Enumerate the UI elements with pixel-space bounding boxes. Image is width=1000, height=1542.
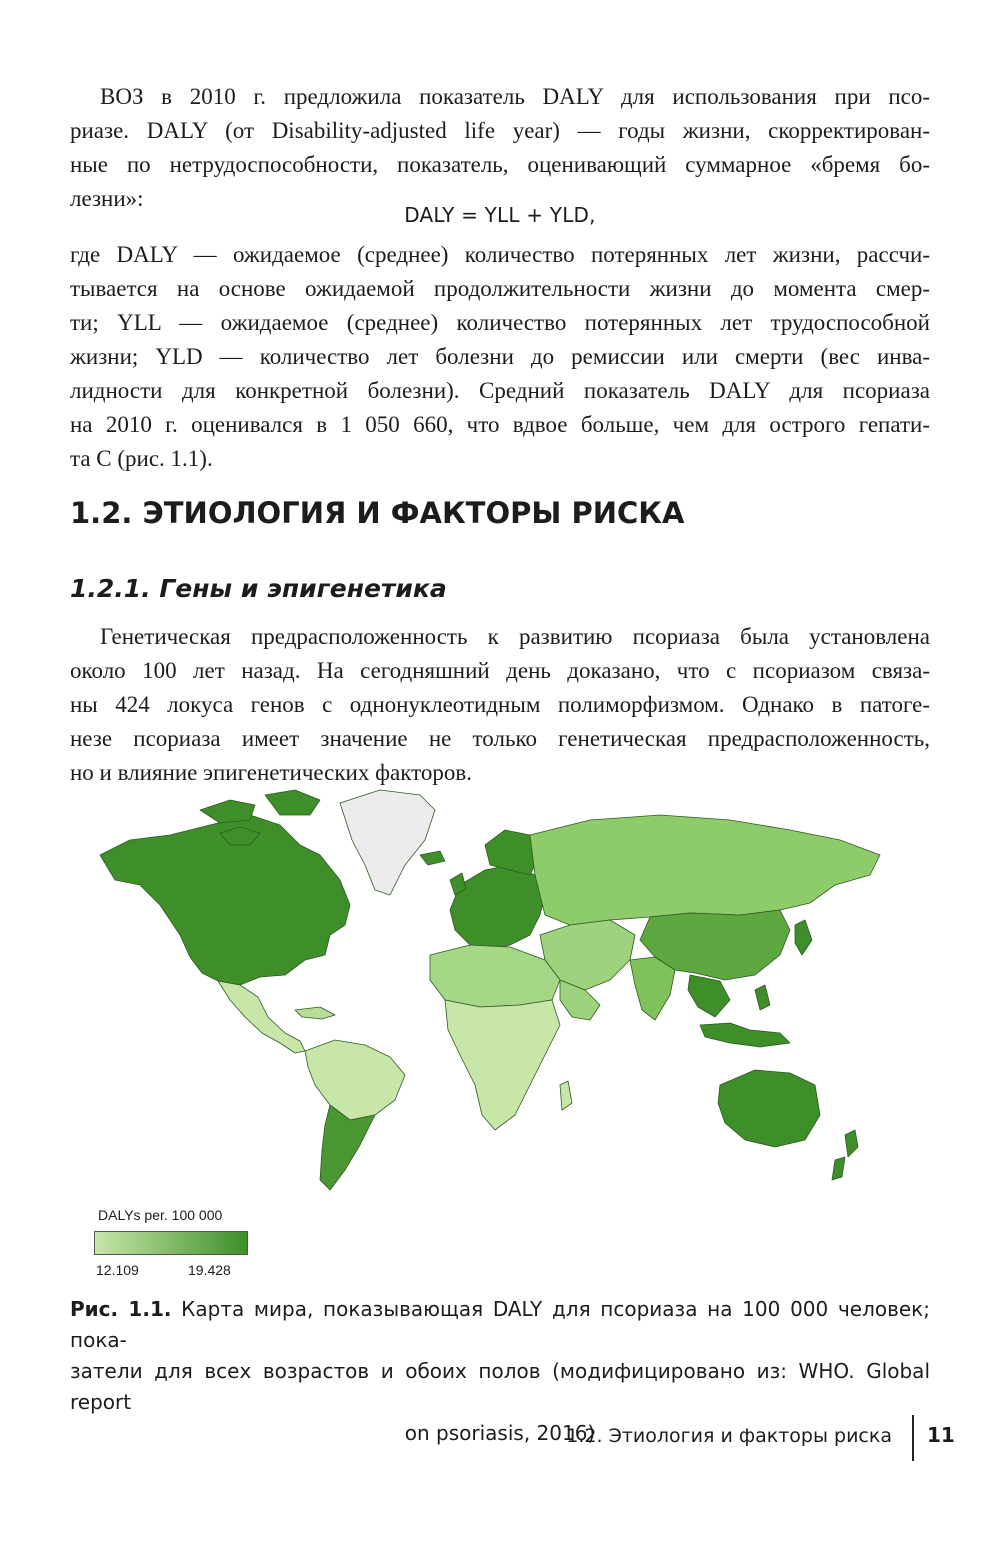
region-philippines — [755, 985, 770, 1010]
footer-divider — [912, 1415, 914, 1461]
region-madagascar — [560, 1081, 572, 1110]
region-russia — [530, 815, 880, 925]
intro-line: ные по нетрудоспособности, показатель, оценивающий суммарное «бремя бо- — [70, 152, 930, 177]
region-north-africa — [430, 945, 560, 1007]
region-southeast-asia — [688, 975, 730, 1017]
region-japan — [795, 920, 812, 955]
genetics-line: но и влияние эпигенетических факторов. — [70, 760, 472, 785]
legend-min-value: 12.109 — [96, 1262, 139, 1278]
page-number: 11 — [927, 1423, 955, 1447]
region-caribbean — [295, 1007, 335, 1019]
caption-text: Карта мира, показывающая DALY для псориаза на 100 000 человек; пока- — [70, 1297, 930, 1352]
genetics-line: около 100 лет назад. На сегодняшний день доказано, что с псориазом связа- — [70, 658, 930, 683]
intro-line: риазе. DALY (от Disability-adjusted life year) — годы жизни, скорректирован- — [70, 118, 930, 143]
intro-paragraph — [70, 80, 930, 216]
legend-title: DALYs per. 100 000 — [98, 1207, 223, 1223]
region-greenland — [340, 790, 435, 895]
section-title: 1.2. ЭТИОЛОГИЯ И ФАКТОРЫ РИСКА — [70, 496, 685, 530]
legend-color-scale — [94, 1231, 248, 1255]
region-arctic-islands — [200, 800, 255, 823]
region-south-america-south — [320, 1105, 375, 1190]
genetics-paragraph — [70, 620, 930, 790]
region-australia — [718, 1070, 820, 1147]
region-europe — [450, 865, 545, 950]
genetics-line: ны 424 локуса генов с однонуклеотидным полиморфизмом. Однако в патоге- — [70, 692, 930, 717]
intro-line: лезни»: — [70, 186, 144, 211]
genetics-line: незе псориаза имеет значение не только генетическая предрасположенность, — [70, 726, 930, 751]
world-map — [90, 785, 910, 1200]
definition-line: на 2010 г. оценивался в 1 050 660, что вдвое больше, чем для острого гепати- — [70, 412, 930, 437]
region-central-america — [218, 981, 305, 1053]
region-new-zealand — [845, 1130, 858, 1157]
definition-line: где DALY — ожидаемое (среднее) количество потерянных лет жизни, рассчи- — [70, 242, 930, 267]
legend-max-value: 19.428 — [188, 1262, 231, 1278]
region-new-zealand — [832, 1157, 845, 1180]
subsection-title: 1.2.1. Гены и эпигенетика — [70, 574, 447, 603]
region-south-america-north — [305, 1040, 405, 1120]
region-sub-saharan-africa — [445, 1000, 560, 1130]
caption-line: on psoriasis, 2016) — [404, 1421, 596, 1445]
genetics-line: Генетическая предрасположенность к развитию псориаза была установлена — [100, 624, 930, 649]
region-iceland — [420, 851, 445, 865]
intro-line: ВОЗ в 2010 г. предложила показатель DALY для использования при псо- — [100, 84, 930, 109]
running-title: 1.2. Этиология и факторы риска — [566, 1425, 892, 1447]
definition-line: жизни; YLD — количество лет болезни до ремиссии или смерти (вес инва- — [70, 344, 930, 369]
caption-line: затели для всех возрастов и обоих полов (модифицировано из: WHO. Global report — [70, 1359, 930, 1414]
definition-paragraph — [70, 238, 930, 476]
region-indonesia — [700, 1023, 790, 1047]
caption-label: Рис. 1.1. — [70, 1297, 172, 1321]
region-india — [630, 957, 675, 1020]
definition-line: лидности для конкретной болезни). Средний показатель DALY для псориаза — [70, 378, 930, 403]
region-arctic-islands — [265, 790, 320, 815]
daly-formula: DALY = YLL + YLD, — [404, 203, 596, 227]
definition-line: тывается на основе ожидаемой продолжительности жизни до момента смер- — [70, 276, 930, 301]
definition-line: та С (рис. 1.1). — [70, 446, 213, 471]
caption-line — [70, 1294, 930, 1356]
region-north-america — [100, 815, 350, 985]
definition-line: ти; YLL — ожидаемое (среднее) количество потерянных лет трудоспособной — [70, 310, 930, 335]
